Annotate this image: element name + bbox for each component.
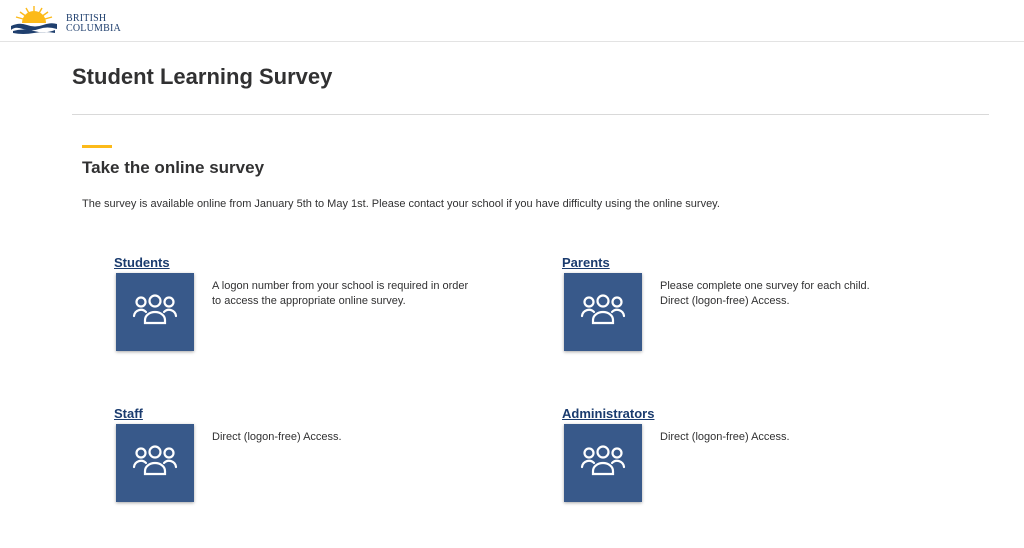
group-icon (131, 292, 179, 332)
parents-desc-line-2: Direct (logon-free) Access. (660, 295, 790, 307)
logo-line-2: COLUMBIA (66, 23, 121, 34)
students-tile[interactable] (116, 273, 194, 351)
students-link[interactable]: Students (114, 255, 170, 270)
site-header (0, 0, 1024, 42)
parents-description (660, 279, 960, 309)
group-icon (579, 443, 627, 483)
survey-card-parents (562, 255, 962, 360)
staff-description (212, 430, 512, 445)
staff-link[interactable]: Staff (114, 406, 143, 421)
section-intro: The survey is available online from January 5th to May 1st. Please contact your school if you have difficulty using the online survey. (82, 198, 720, 210)
bc-logo-text (66, 14, 121, 34)
staff-tile[interactable] (116, 424, 194, 502)
section-accent-bar (82, 145, 112, 148)
staff-desc-line-1: Direct (logon-free) Access. (212, 431, 342, 443)
students-desc-line-1: A logon number from your school is required in order (212, 280, 469, 292)
parents-desc-line-1: Please complete one survey for each child. (660, 280, 870, 292)
title-divider (72, 114, 989, 115)
survey-card-staff (114, 406, 514, 511)
students-description (212, 279, 512, 309)
survey-card-administrators (562, 406, 962, 511)
administrators-tile[interactable] (564, 424, 642, 502)
parents-tile[interactable] (564, 273, 642, 351)
logo-line-1: BRITISH (66, 13, 107, 24)
students-desc-line-2: to access the appropriate online survey. (212, 295, 406, 307)
page-title: Student Learning Survey (72, 64, 333, 89)
group-icon (131, 443, 179, 483)
administrators-desc-line-1: Direct (logon-free) Access. (660, 431, 790, 443)
survey-card-students (114, 255, 514, 360)
parents-link[interactable]: Parents (562, 255, 610, 270)
section-heading: Take the online survey (82, 158, 265, 177)
administrators-link[interactable]: Administrators (562, 406, 655, 421)
bc-logo[interactable] (9, 4, 119, 34)
bc-sun-logo-icon (9, 4, 59, 34)
group-icon (579, 292, 627, 332)
administrators-description (660, 430, 960, 445)
